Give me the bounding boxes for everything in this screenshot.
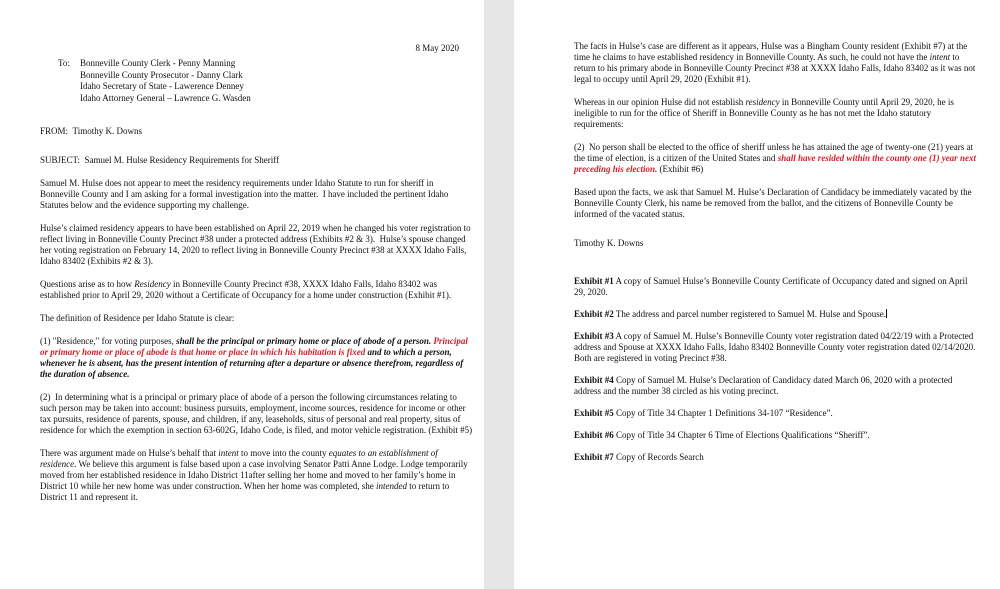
exhibit-text: A copy of Samuel Hulse’s Bonneville County Certificate of Occupancy dated and signed on April 29, 2020.	[574, 276, 968, 297]
paragraph-definition-intro: The definition of Residence per Idaho Statute is clear:	[40, 313, 235, 323]
text-run: There was argument made on Hulse’s behalf that	[40, 448, 219, 458]
italic-text: intended	[376, 481, 407, 491]
statute-residence-definition	[40, 336, 474, 380]
letter-date: 8 May 2020	[415, 43, 459, 53]
exhibit-label: Exhibit #3	[574, 331, 614, 341]
text-run: in Bonneville County Precinct #38, XXXX Idaho Falls, Idaho 83402 was established prior to April 29, 2020 without a Certificate of Occupancy for a home under construction (Exhibit #1).	[40, 279, 452, 300]
statute-abode-circumstances: (2) In determining what is a principal or primary place of abode of a person the following circumstances relating to such person may be taken into account: business pursuits, employment, income sources, residence for income or other tax pursuits, residence of parents, spouse, and children, if any, leaseholds, situs of personal and real property, situs of residence for which the exemption in section 63-602G, Idaho Code, is filed, and motor vehicle registration. (Exhibit #5)	[40, 392, 473, 435]
text-run: (1) "Residence," for voting purposes,	[40, 336, 177, 346]
exhibit-text: Copy of Title 34 Chapter 1 Definitions 34-107 “Residence”.	[613, 408, 833, 418]
paragraph-argument	[40, 448, 474, 503]
text-run: in Bonneville County until April 29, 2020, he is ineligible to run for the office of Sheriff in Bonneville County as he has not met the Idaho statutory requirements:	[574, 97, 954, 129]
subject-line: SUBJECT: Samuel M. Hulse Residency Requirements for Sheriff	[40, 155, 280, 165]
exhibit-item	[574, 430, 980, 441]
text-run: to return to District 11 and represent it.	[40, 481, 450, 502]
italic-text: Residency	[134, 279, 171, 289]
exhibit-label: Exhibit #2	[574, 309, 614, 319]
italic-text: intent	[218, 448, 239, 458]
recipient-line: Bonneville County Clerk - Penny Manning	[80, 58, 236, 68]
exhibit-label: Exhibit #6	[574, 430, 614, 440]
text-cursor	[886, 309, 887, 318]
paragraph-intro: Samuel M. Hulse does not appear to meet the residency requirements under Idaho Statute to run for sheriff in Bonneville County and I am asking for a formal investigation into the matter. I have included the pertinent Idaho Statutes below and the evidence supporting my challenge.	[40, 178, 449, 210]
italic-text: intent	[929, 52, 951, 62]
exhibit-label: Exhibit #7	[574, 452, 614, 462]
exhibit-item	[574, 452, 980, 463]
recipient-line: Bonneville County Prosecutor - Danny Clark	[80, 69, 243, 80]
exhibit-item	[574, 276, 980, 298]
italic-text: residency	[745, 97, 780, 107]
text-run: . We believe this argument is false based upon a case involving Senator Patti Anne Lodge. Lodge temporarily moved from her established residence in Idaho District 11after selling her home and moved to her family’s home in District 10 while her new home was under construction. When her home was completed, she	[40, 459, 468, 491]
text-run: to move into the county	[238, 448, 329, 458]
text-run: to return to his primary abode in Bonneville County Precinct #38 at XXXX Idaho Falls, Idaho 83402 as it was not legal to occupy until April 29, 2020 (Exhibit #1).	[574, 52, 976, 84]
italic-text: equates to an establishment of residence	[40, 448, 438, 469]
exhibit-item	[574, 408, 980, 419]
exhibit-text: Copy of Title 34 Chapter 6 Time of Elections Qualifications “Sheriff”.	[613, 430, 870, 440]
bold-italic-text: shall be the principal or primary home or place of abode of a person.	[176, 336, 432, 346]
text-run: The facts in Hulse’s case are different as it appears, Hulse was a Bingham County resident (Exhibit #7) at the time he claims to have established residency in Bonneville County. As such, he could not have the	[574, 41, 968, 62]
text-run: Whereas in our opinion Hulse did not establish	[574, 97, 746, 107]
paragraph-ineligible	[574, 97, 980, 130]
highlighted-text: shall have resided within the county one (1) year next preceding his election.	[574, 153, 976, 174]
exhibit-item	[574, 331, 980, 364]
exhibit-text: Copy of Samuel M. Hulse’s Declaration of Candidacy dated March 06, 2020 with a protected address and the number 38 circled as his voting precinct.	[574, 375, 953, 396]
from-line: FROM: Timothy K. Downs	[40, 126, 142, 136]
highlighted-text: Principal or primary home or place of abode is that home or place in which his habitation is fixed	[40, 336, 468, 357]
recipients-block	[58, 58, 474, 104]
to-label: To:	[58, 58, 70, 68]
paragraph-facts	[574, 41, 980, 85]
exhibit-text: The address and parcel number registered to Samuel M. Hulse and Spouse.	[613, 309, 887, 319]
text-run: Questions arise as to how	[40, 279, 135, 289]
exhibit-label: Exhibit #5	[574, 408, 614, 418]
signature-name: Timothy K. Downs	[574, 238, 644, 248]
paragraph-questions	[40, 279, 474, 301]
paragraph-claimed-residency: Hulse’s claimed residency appears to have been established on April 22, 2019 when he changed his voter registration to reflect living in Bonneville County Precinct #38 under a protected address (Exhibits #2 & 3). Hulse’s spouse changed her voting registration on February 14, 2020 to reflect living in Bonneville County Precinct #38 at XXXX Idaho Falls, Idaho 83402 (Exhibits #2 & 3).	[40, 223, 471, 266]
exhibit-label: Exhibit #1	[574, 276, 614, 286]
exhibit-text: A copy of Samuel M. Hulse’s Bonneville County voter registration dated 04/22/19 with a Protected address and Spouse at XXXX Idaho Falls, Idaho 83402 Bonneville County voter registration dated 02/14/2020. Both are registered in voting Precinct #38.	[574, 331, 978, 363]
letter-page-2	[514, 0, 1000, 589]
recipient-line: Idaho Secretary of State - Lawerence Denney	[80, 81, 244, 91]
bold-italic-text: and to which a person, whenever he is absent, has the present intention of returning after a departure or absence therefrom, regardless of the duration of absence.	[40, 347, 464, 379]
letter-page-1	[0, 0, 484, 589]
text-run: (2) No person shall be elected to the office of sheriff unless he has attained the age of twenty-one (21) years at the time of election, is a citizen of the United States and	[574, 142, 974, 163]
recipient-list	[80, 58, 251, 104]
exhibit-item	[574, 309, 980, 320]
exhibit-text: Copy of Records Search	[613, 452, 704, 462]
exhibit-label: Exhibit #4	[574, 375, 614, 385]
paragraph-request: Based upon the facts, we ask that Samuel M. Hulse’s Declaration of Candidacy be immediately vacated by the Bonneville County Clerk, his name be removed from the ballot, and the citizens of Bonneville County be informed of the vacated status.	[574, 187, 972, 219]
statute-sheriff-qualifications	[574, 142, 980, 175]
recipient-line: Idaho Attorney General – Lawrence G. Wasden	[80, 92, 251, 103]
exhibit-item	[574, 375, 980, 397]
text-run: (Exhibit #6)	[657, 164, 704, 174]
